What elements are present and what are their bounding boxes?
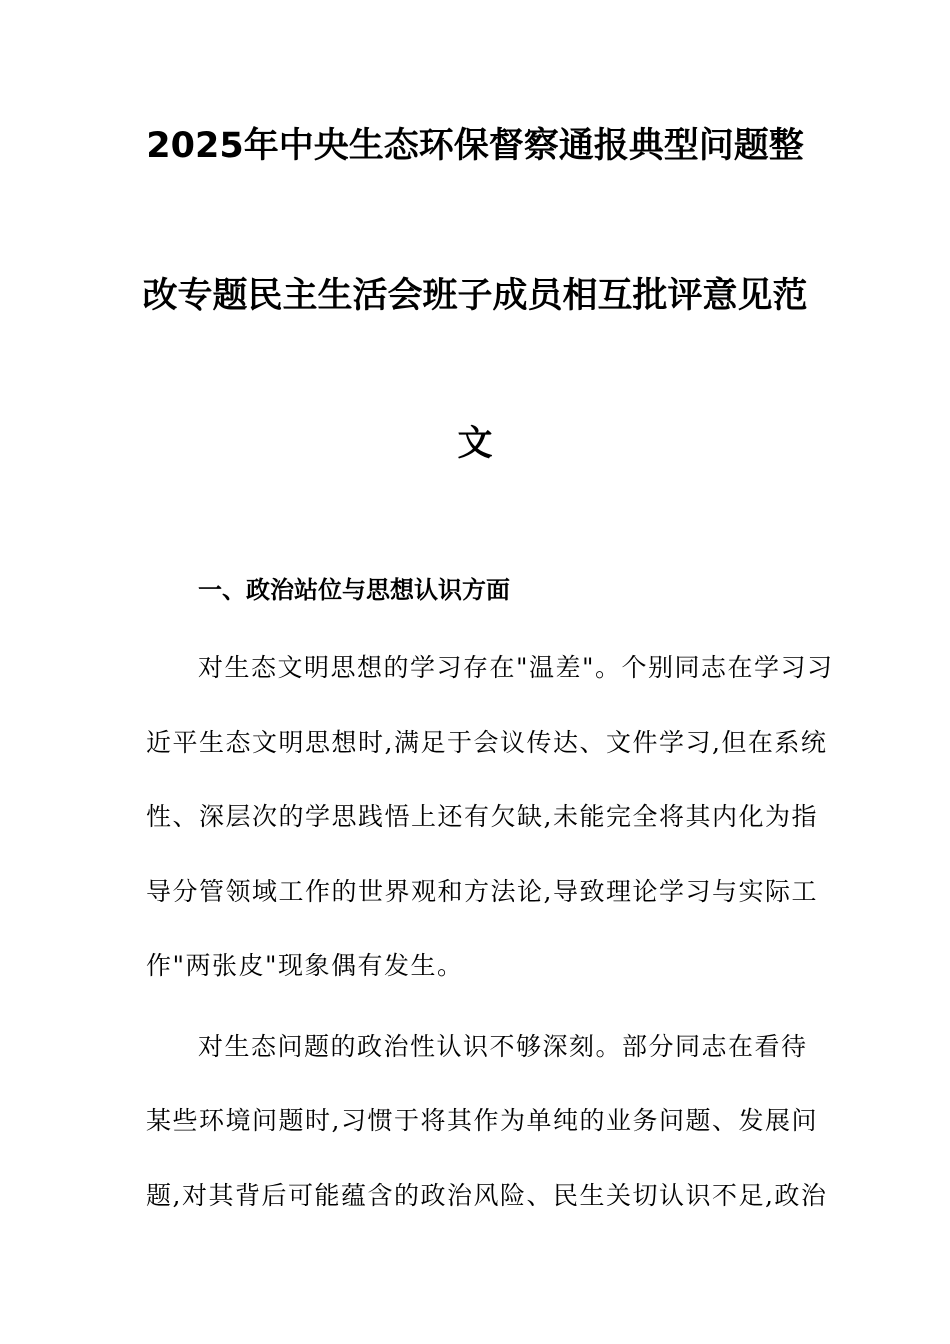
paragraph-2-line: 某些环境问题时,习惯于将其作为单纯的业务问题、发展问 <box>146 1106 818 1135</box>
paragraph-1-line: 导分管领域工作的世界观和方法论,导致理论学习与实际工 <box>146 877 818 906</box>
document-title-line-3: 文 <box>457 424 493 464</box>
paragraph-2-line: 题,对其背后可能蕴含的政治风险、民生关切认识不足,政治 <box>146 1181 828 1210</box>
document-title-line-2: 改专题民主生活会班子成员相互批评意见范 <box>142 276 808 316</box>
paragraph-1-line: 作"两张皮"现象偶有发生。 <box>146 951 464 980</box>
paragraph-1-line: 对生态文明思想的学习存在"温差"。个别同志在学习习 <box>198 653 834 682</box>
paragraph-1-line: 近平生态文明思想时,满足于会议传达、文件学习,但在系统 <box>146 728 828 757</box>
paragraph-2-line: 对生态问题的政治性认识不够深刻。部分同志在看待 <box>198 1032 808 1061</box>
section-heading: 一、政治站位与思想认识方面 <box>198 575 510 604</box>
paragraph-1-line: 性、深层次的学思践悟上还有欠缺,未能完全将其内化为指 <box>146 802 818 831</box>
document-title-line-1: 2025年中央生态环保督察通报典型问题整 <box>146 126 804 166</box>
